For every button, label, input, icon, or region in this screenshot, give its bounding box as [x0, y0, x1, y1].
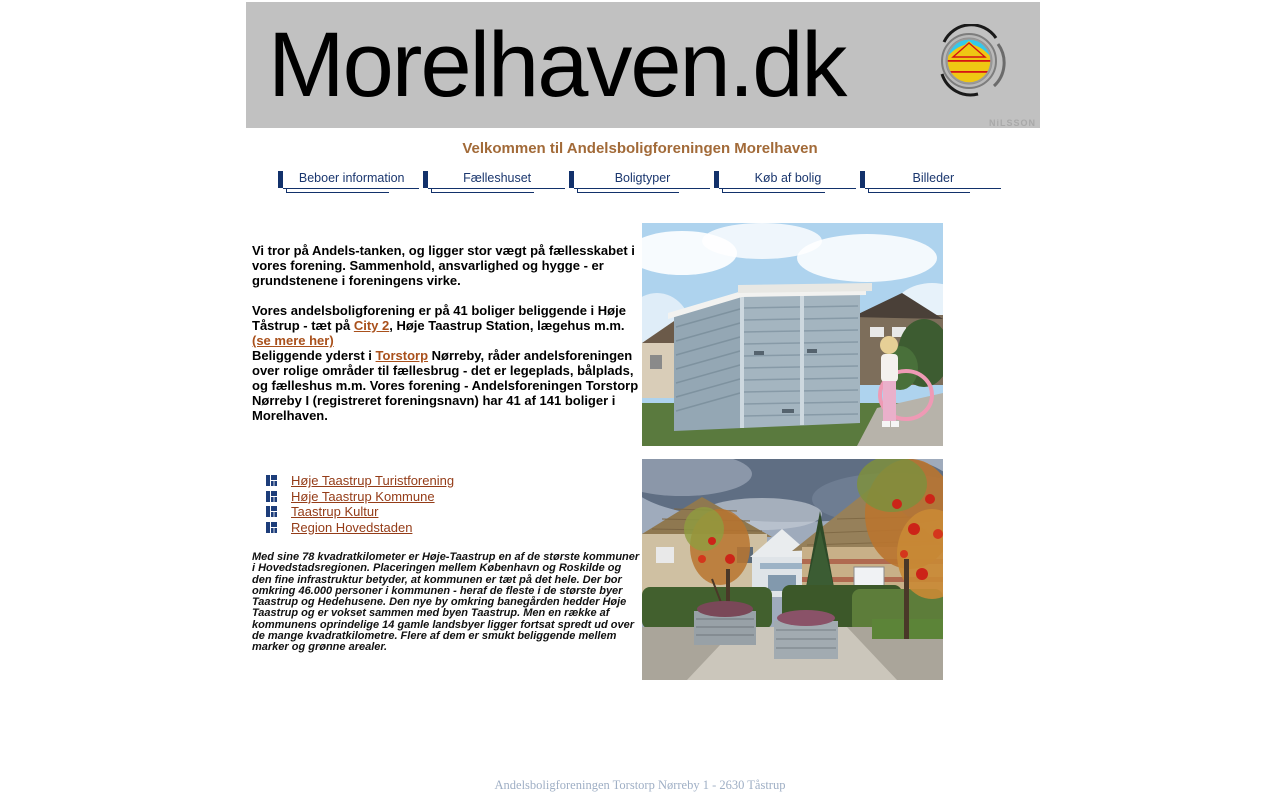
nav-tab-label: Fælleshuset: [463, 171, 532, 185]
nav-tab-label: Beboer information: [298, 171, 405, 185]
about-paragraph: [252, 303, 645, 423]
link-taastrup-kultur[interactable]: Taastrup Kultur: [291, 504, 379, 520]
tab-underline: [283, 188, 419, 189]
tab-underline-shadow: [868, 192, 971, 193]
link-torstorp[interactable]: Torstorp: [375, 348, 429, 363]
tab-underline-shadow: [722, 192, 825, 193]
site-title: Morelhaven.dk: [268, 14, 846, 116]
tab-underline-shadow: [286, 192, 389, 193]
link-hoeje-taastrup-turistforening[interactable]: Høje Taastrup Turistforening: [291, 473, 455, 489]
link-city2[interactable]: City 2: [353, 318, 390, 333]
square-bullet-icon: [266, 522, 277, 533]
nav-tab-boligtyper[interactable]: [569, 168, 711, 195]
tab-underline-shadow: [577, 192, 680, 193]
main-content: [252, 243, 645, 654]
tab-underline-shadow: [431, 192, 534, 193]
photo-shed-with-child: [642, 223, 943, 446]
footer-address: Andelsboligforeningen Torstorp Nørreby 1 - 2630 Tåstrup: [494, 778, 786, 792]
tab-underline: [719, 188, 855, 189]
link-se-mere-her[interactable]: (se mere her): [252, 333, 334, 348]
square-bullet-icon: [266, 475, 277, 486]
about-text: , Høje Taastrup Station, lægehus m.m.: [389, 318, 625, 333]
about-text: Vores andelsboligforening er på 41 boliger beliggende i Høje Tåstrup - tæt på: [252, 303, 626, 333]
nav-tab-label: Køb af bolig: [754, 171, 822, 185]
link-hoeje-taastrup-kommune[interactable]: Høje Taastrup Kommune: [291, 488, 435, 504]
intro-paragraph: Vi tror på Andels-tanken, og ligger stor vægt på fællesskabet i vores forening. Sammenhold, ansvarlighed og hygge - er grundstenene i foreningens virke.: [252, 243, 635, 288]
link-region-hovedstaden[interactable]: Region Hovedstaden: [291, 519, 413, 535]
site-logo-icon: [934, 24, 1006, 100]
photo-column: [642, 223, 943, 680]
nav-tab-label: Billeder: [912, 171, 955, 185]
nav-tab-label: Boligtyper: [614, 171, 671, 185]
list-item: [266, 520, 645, 536]
square-bullet-icon: [266, 491, 277, 502]
about-text: Beliggende yderst i: [252, 348, 376, 363]
nav-tab-billeder[interactable]: [860, 168, 1002, 195]
kommune-info-paragraph: Med sine 78 kvadratkilometer er Høje-Taastrup en af de største kommuner i Hovedstadsregionen. Placeringen mellem København og Roskilde og den fine infrastruktur betyder, at kommunen er tæt på det hele. Der bor omkring 46.000 personer i kommunen - heraf de fleste i de største byer Taastrup og Hedehusene. Den nye by omkring banegården hedder Høje Taastrup og er vokset sammen med byen Taastrup. Men en række af kommunens oprindelige 14 gamle landsbyer ligger fortsat spredt ud over de mange kvadratkilometre. Flere af dem er smukt beliggende mellem marker og grønne arealer.: [252, 551, 640, 654]
site-banner: [246, 2, 1040, 128]
list-item: [266, 489, 645, 505]
page: [240, 0, 1040, 800]
tab-underline: [574, 188, 710, 189]
nav-tab-faelleshuset[interactable]: [423, 168, 565, 195]
nav-tab-beboer-information[interactable]: [278, 168, 420, 195]
list-item: [266, 504, 645, 520]
tab-underline: [865, 188, 1001, 189]
page-title: Velkommen til Andelsboligforeningen Morelhaven: [462, 140, 818, 157]
tab-underline: [428, 188, 564, 189]
list-item: [266, 473, 645, 489]
nav-tab-koeb-af-bolig[interactable]: [714, 168, 856, 195]
main-nav: [278, 168, 1002, 195]
external-links-list: [266, 473, 645, 535]
photo-street-view: [642, 459, 943, 680]
banner-photographer-credit: NiLSSON: [988, 118, 1036, 128]
about-text: Nørreby, råder andelsforeningen over rolige områder til fællesbrug - det er legeplads, bålplads, og fælleshus m.m. Vores forening - Andelsforeningen Torstorp Nørreby I (registreret foreningsnavn) har 41 af 141 boliger i Morelhaven.: [252, 348, 639, 423]
square-bullet-icon: [266, 506, 277, 517]
